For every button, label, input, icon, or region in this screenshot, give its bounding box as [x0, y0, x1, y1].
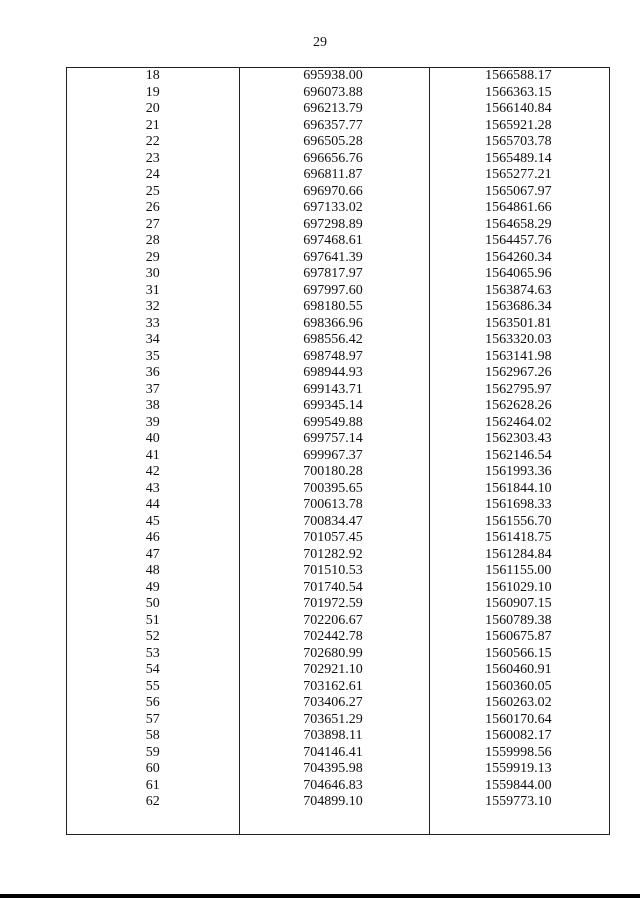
point-number-cell: 58: [145, 728, 160, 743]
x-coordinate-cell: 702442.78: [303, 629, 363, 644]
table-row: [67, 613, 609, 630]
table-row: [67, 415, 609, 432]
y-coordinate-cell: 1561556.70: [485, 513, 552, 529]
point-number-cell: 21: [145, 117, 160, 133]
table-row: [67, 217, 609, 234]
table-row: [67, 365, 609, 382]
x-coordinate-cell: 696970.66: [303, 183, 363, 199]
table-row: [67, 728, 609, 745]
x-coordinate-cell: 699967.37: [303, 447, 363, 463]
y-coordinate-cell: 1560170.64: [485, 711, 552, 727]
x-coordinate-cell: 695938.00: [303, 68, 363, 83]
table-row: [67, 646, 609, 663]
x-coordinate-cell: 701972.59: [303, 596, 363, 611]
y-coordinate-cell: 1563686.34: [485, 299, 552, 314]
table-row: [67, 101, 609, 118]
y-coordinate-cell: 1565067.97: [485, 183, 552, 199]
table-row: [67, 68, 609, 85]
y-coordinate-cell: 1562464.02: [485, 414, 552, 430]
point-number-cell: 59: [145, 744, 160, 760]
y-coordinate-cell: 1562795.97: [485, 381, 552, 397]
y-coordinate-cell: 1561698.33: [485, 497, 552, 512]
y-coordinate-cell: 1564065.96: [485, 266, 552, 281]
x-coordinate-cell: 704146.41: [303, 744, 363, 760]
y-coordinate-cell: 1560566.15: [485, 645, 552, 661]
table-row: [67, 349, 609, 366]
point-number-cell: 38: [145, 398, 160, 413]
point-number-cell: 47: [145, 546, 160, 562]
y-coordinate-cell: 1561029.10: [485, 579, 552, 595]
y-coordinate-cell: 1564658.29: [485, 216, 552, 232]
x-coordinate-cell: 704899.10: [303, 794, 363, 809]
y-coordinate-cell: 1560675.87: [485, 629, 552, 644]
point-number-cell: 62: [145, 794, 160, 809]
table-row: [67, 514, 609, 531]
point-number-cell: 52: [145, 629, 160, 644]
x-coordinate-cell: 701510.53: [303, 563, 363, 578]
x-coordinate-cell: 702680.99: [303, 645, 363, 661]
y-coordinate-cell: 1562628.26: [485, 398, 552, 413]
point-number-cell: 48: [145, 563, 160, 578]
x-coordinate-cell: 696213.79: [303, 101, 363, 116]
table-row: [67, 431, 609, 448]
table-row: [67, 547, 609, 564]
table-row: [67, 745, 609, 762]
table-row: [67, 497, 609, 514]
x-coordinate-cell: 696357.77: [303, 117, 363, 133]
point-number-cell: 25: [145, 183, 160, 199]
y-coordinate-cell: 1560360.05: [485, 678, 552, 694]
x-coordinate-cell: 698556.42: [303, 332, 363, 347]
x-coordinate-cell: 701057.45: [303, 530, 363, 545]
table-row: [67, 134, 609, 151]
point-number-cell: 57: [145, 711, 160, 727]
table-body: [67, 68, 609, 811]
y-coordinate-cell: 1564861.66: [485, 200, 552, 215]
point-number-cell: 30: [145, 266, 160, 281]
table-row: [67, 794, 609, 811]
page-number: 29: [313, 35, 327, 50]
x-coordinate-cell: 699143.71: [303, 381, 363, 397]
x-coordinate-cell: 701282.92: [303, 546, 363, 562]
y-coordinate-cell: 1562303.43: [485, 431, 552, 446]
point-number-cell: 28: [145, 233, 160, 248]
point-number-cell: 27: [145, 216, 160, 232]
point-number-cell: 39: [145, 414, 160, 430]
x-coordinate-cell: 703651.29: [303, 711, 363, 727]
x-coordinate-cell: 697997.60: [303, 282, 363, 298]
x-coordinate-cell: 702206.67: [303, 612, 363, 628]
x-coordinate-cell: 697133.02: [303, 200, 363, 215]
x-coordinate-cell: 698944.93: [303, 365, 363, 380]
y-coordinate-cell: 1560460.91: [485, 662, 552, 677]
x-coordinate-cell: 697817.97: [303, 266, 363, 281]
x-coordinate-cell: 703162.61: [303, 678, 363, 694]
table-row: [67, 464, 609, 481]
point-number-cell: 50: [145, 596, 160, 611]
y-coordinate-cell: 1565277.21: [485, 167, 552, 182]
point-number-cell: 29: [145, 249, 160, 265]
y-coordinate-cell: 1562967.26: [485, 365, 552, 380]
point-number-cell: 18: [145, 68, 160, 83]
y-coordinate-cell: 1560263.02: [485, 695, 552, 710]
y-coordinate-cell: 1565489.14: [485, 150, 552, 166]
point-number-cell: 36: [145, 365, 160, 380]
y-coordinate-cell: 1563874.63: [485, 282, 552, 298]
table-row: [67, 283, 609, 300]
y-coordinate-cell: 1563320.03: [485, 332, 552, 347]
x-coordinate-cell: 700395.65: [303, 480, 363, 496]
point-number-cell: 53: [145, 645, 160, 661]
point-number-cell: 56: [145, 695, 160, 710]
y-coordinate-cell: 1561844.10: [485, 480, 552, 496]
point-number-cell: 61: [145, 777, 160, 793]
point-number-cell: 54: [145, 662, 160, 677]
point-number-cell: 44: [145, 497, 160, 512]
table-row: [67, 266, 609, 283]
x-coordinate-cell: 698748.97: [303, 348, 363, 364]
x-coordinate-cell: 700834.47: [303, 513, 363, 529]
table-row: [67, 332, 609, 349]
point-number-cell: 55: [145, 678, 160, 694]
y-coordinate-cell: 1559998.56: [485, 744, 552, 760]
table-row: [67, 184, 609, 201]
table-row: [67, 151, 609, 168]
x-coordinate-cell: 703406.27: [303, 695, 363, 710]
point-number-cell: 60: [145, 761, 160, 776]
table-row: [67, 85, 609, 102]
y-coordinate-cell: 1566140.84: [485, 101, 552, 116]
y-coordinate-cell: 1565703.78: [485, 134, 552, 149]
x-coordinate-cell: 701740.54: [303, 579, 363, 595]
table-row: [67, 200, 609, 217]
y-coordinate-cell: 1564260.34: [485, 249, 552, 265]
table-row: [67, 778, 609, 795]
y-coordinate-cell: 1564457.76: [485, 233, 552, 248]
x-coordinate-cell: 698366.96: [303, 315, 363, 331]
table-row: [67, 695, 609, 712]
point-number-cell: 33: [145, 315, 160, 331]
x-coordinate-cell: 699345.14: [303, 398, 363, 413]
table-row: [67, 448, 609, 465]
table-row: [67, 382, 609, 399]
x-coordinate-cell: 697468.61: [303, 233, 363, 248]
point-number-cell: 49: [145, 579, 160, 595]
table-row: [67, 580, 609, 597]
y-coordinate-cell: 1559844.00: [485, 777, 552, 793]
table-row: [67, 398, 609, 415]
coordinate-table: [66, 67, 610, 835]
point-number-cell: 46: [145, 530, 160, 545]
y-coordinate-cell: 1560789.38: [485, 612, 552, 628]
table-row: [67, 662, 609, 679]
point-number-cell: 45: [145, 513, 160, 529]
x-coordinate-cell: 697298.89: [303, 216, 363, 232]
table-row: [67, 167, 609, 184]
y-coordinate-cell: 1560907.15: [485, 596, 552, 611]
y-coordinate-cell: 1563141.98: [485, 348, 552, 364]
x-coordinate-cell: 698180.55: [303, 299, 363, 314]
point-number-cell: 24: [145, 167, 160, 182]
table-row: [67, 250, 609, 267]
x-coordinate-cell: 703898.11: [303, 728, 363, 743]
page-bottom-edge: [0, 894, 640, 898]
y-coordinate-cell: 1565921.28: [485, 117, 552, 133]
x-coordinate-cell: 696073.88: [303, 84, 363, 100]
point-number-cell: 43: [145, 480, 160, 496]
point-number-cell: 40: [145, 431, 160, 446]
x-coordinate-cell: 699549.88: [303, 414, 363, 430]
point-number-cell: 41: [145, 447, 160, 463]
point-number-cell: 34: [145, 332, 160, 347]
x-coordinate-cell: 696505.28: [303, 134, 363, 149]
table-row: [67, 679, 609, 696]
x-coordinate-cell: 696656.76: [303, 150, 363, 166]
y-coordinate-cell: 1566588.17: [485, 68, 552, 83]
point-number-cell: 19: [145, 84, 160, 100]
y-coordinate-cell: 1561418.75: [485, 530, 552, 545]
point-number-cell: 37: [145, 381, 160, 397]
point-number-cell: 42: [145, 464, 160, 479]
point-number-cell: 22: [145, 134, 160, 149]
x-coordinate-cell: 704395.98: [303, 761, 363, 776]
y-coordinate-cell: 1563501.81: [485, 315, 552, 331]
y-coordinate-cell: 1561284.84: [485, 546, 552, 562]
x-coordinate-cell: 700180.28: [303, 464, 363, 479]
table-row: [67, 299, 609, 316]
y-coordinate-cell: 1566363.15: [485, 84, 552, 100]
x-coordinate-cell: 704646.83: [303, 777, 363, 793]
x-coordinate-cell: 702921.10: [303, 662, 363, 677]
point-number-cell: 35: [145, 348, 160, 364]
point-number-cell: 20: [145, 101, 160, 116]
table-row: [67, 712, 609, 729]
point-number-cell: 51: [145, 612, 160, 628]
x-coordinate-cell: 696811.87: [303, 167, 363, 182]
table-row: [67, 563, 609, 580]
x-coordinate-cell: 697641.39: [303, 249, 363, 265]
x-coordinate-cell: 700613.78: [303, 497, 363, 512]
y-coordinate-cell: 1561155.00: [485, 563, 552, 578]
x-coordinate-cell: 699757.14: [303, 431, 363, 446]
y-coordinate-cell: 1559773.10: [485, 794, 552, 809]
point-number-cell: 26: [145, 200, 160, 215]
table-row: [67, 316, 609, 333]
table-row: [67, 233, 609, 250]
table-row: [67, 481, 609, 498]
table-row: [67, 118, 609, 135]
table-row: [67, 629, 609, 646]
y-coordinate-cell: 1559919.13: [485, 761, 552, 776]
y-coordinate-cell: 1560082.17: [485, 728, 552, 743]
point-number-cell: 23: [145, 150, 160, 166]
y-coordinate-cell: 1562146.54: [485, 447, 552, 463]
point-number-cell: 31: [145, 282, 160, 298]
table-row: [67, 596, 609, 613]
table-row: [67, 761, 609, 778]
table-row: [67, 530, 609, 547]
point-number-cell: 32: [145, 299, 160, 314]
y-coordinate-cell: 1561993.36: [485, 464, 552, 479]
